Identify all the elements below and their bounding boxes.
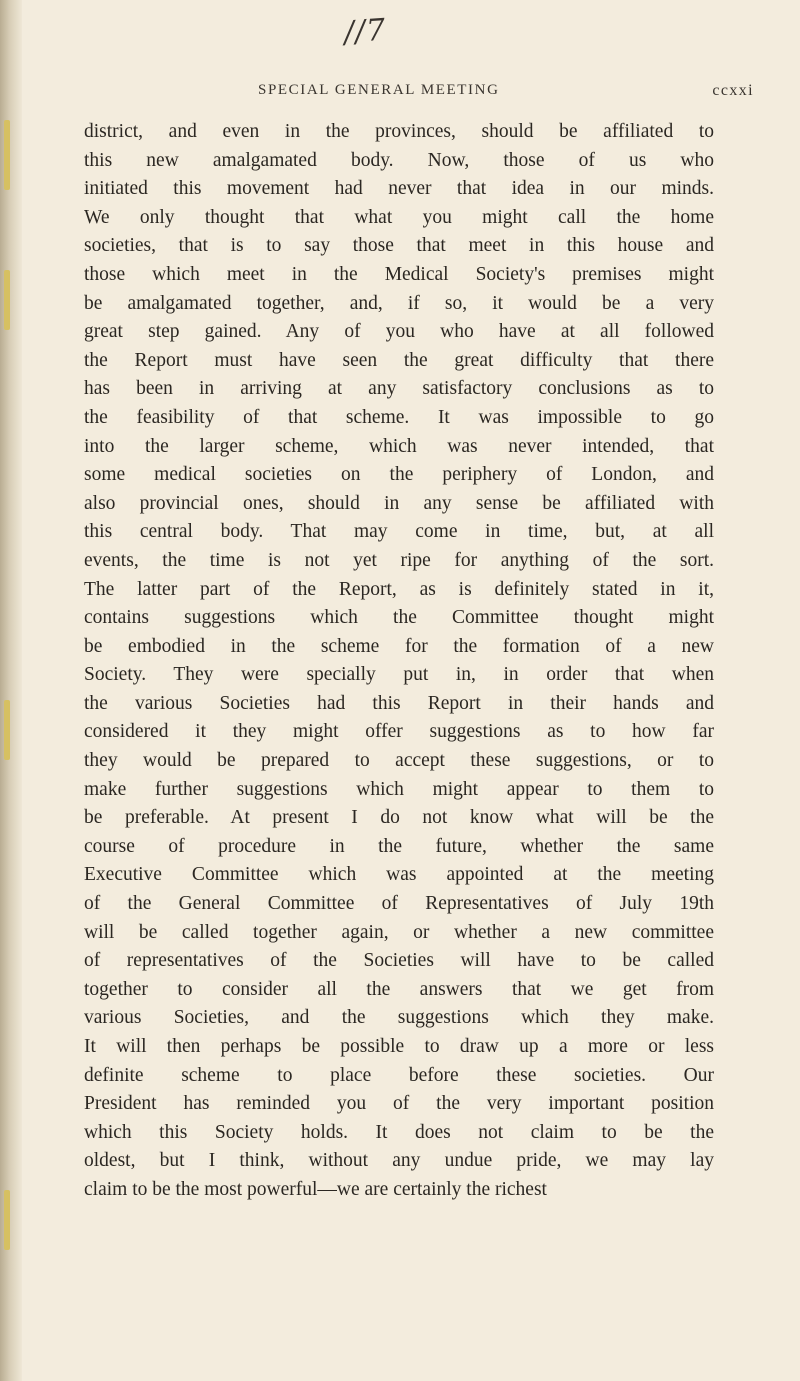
text-line: together to consider all the answers that we get from	[84, 978, 714, 1000]
text-line: the feasibility of that scheme. It was impossible to go	[84, 406, 714, 428]
text-line: It will then perhaps be possible to draw up a more or less	[84, 1036, 714, 1057]
text-line: contains suggestions which the Committee thought might	[84, 607, 714, 629]
text-line: has been in arriving at any satisfactory conclusions as to	[84, 378, 714, 400]
text-line: various Societies, and the suggestions which they make.	[84, 1007, 714, 1029]
text-line: initiated this movement had never that idea in our minds.	[84, 178, 714, 200]
text-line: make further suggestions which might appear to them to	[84, 778, 714, 800]
handwritten-annotation: //7	[342, 12, 388, 51]
text-line: also provincial ones, should in any sense be affiliated with	[84, 492, 714, 514]
text-line: President has reminded you of the very important position	[84, 1093, 714, 1115]
spine-tab-mark	[4, 270, 10, 330]
text-line: of the General Committee of Representatives of July 19th	[84, 893, 714, 915]
text-line: they would be prepared to accept these suggestions, or to	[84, 750, 714, 772]
text-line: some medical societies on the periphery of London, and	[84, 464, 714, 486]
text-line: be embodied in the scheme for the formation of a new	[84, 635, 714, 657]
text-line: of representatives of the Societies will have to be called	[84, 950, 714, 972]
spine-tab-mark	[4, 700, 10, 760]
book-spine-edge	[0, 0, 22, 1381]
text-line: definite scheme to place before these societies. Our	[84, 1064, 714, 1086]
text-line: events, the time is not yet ripe for anything of the sort.	[84, 549, 714, 571]
text-line: Executive Committee which was appointed at the meeting	[84, 864, 714, 886]
text-line: course of procedure in the future, whether the same	[84, 835, 714, 857]
text-line: societies, that is to say those that meet in this house and	[84, 235, 714, 257]
text-line: be amalgamated together, and, if so, it would be a very	[84, 292, 714, 314]
text-line: district, and even in the provinces, should be affiliated to	[84, 121, 714, 142]
text-line: this central body. That may come in time, but, at all	[84, 521, 714, 543]
text-line: great step gained. Any of you who have at all followed	[84, 321, 714, 343]
running-title: SPECIAL GENERAL MEETING	[258, 82, 500, 98]
text-line: will be called together again, or whether a new committee	[84, 921, 714, 943]
text-line: The latter part of the Report, as is definitely stated in it,	[84, 578, 714, 600]
text-line: considered it they might offer suggestions as to how far	[84, 721, 714, 743]
text-line: oldest, but I think, without any undue pride, we may lay	[84, 1150, 714, 1172]
body-paragraph	[84, 118, 714, 1205]
text-line: claim to be the most powerful—we are certainly the richest	[84, 1178, 547, 1200]
spine-tab-mark	[4, 1190, 10, 1250]
text-line: this new amalgamated body. Now, those of us who	[84, 149, 714, 171]
text-line: the various Societies had this Report in their hands and	[84, 692, 714, 714]
text-line: into the larger scheme, which was never intended, that	[84, 435, 714, 457]
text-line: those which meet in the Medical Society's premises might	[84, 263, 714, 285]
text-line: Society. They were specially put in, in order that when	[84, 664, 714, 686]
text-line: We only thought that what you might call the home	[84, 206, 714, 228]
spine-tab-mark	[4, 120, 10, 190]
text-line: be preferable. At present I do not know what will be the	[84, 807, 714, 829]
page-header	[258, 82, 798, 104]
text-line: the Report must have seen the great difficulty that there	[84, 349, 714, 371]
text-line: which this Society holds. It does not claim to be the	[84, 1121, 714, 1143]
page-number: ccxxi	[712, 82, 754, 99]
